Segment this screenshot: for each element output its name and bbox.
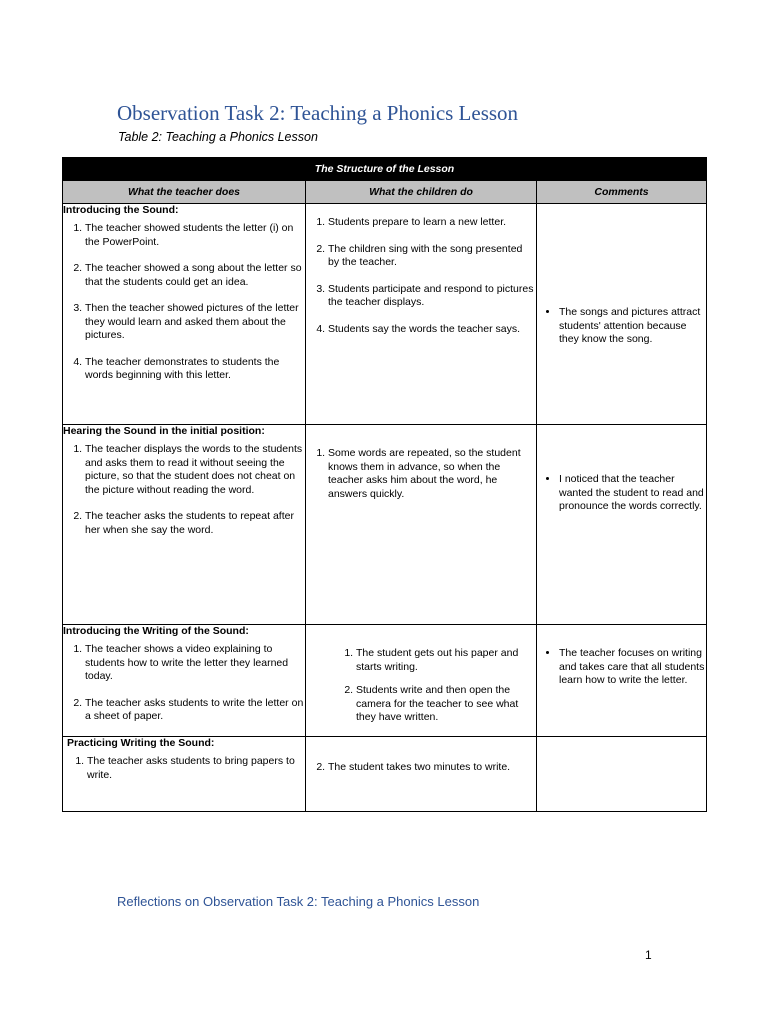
list-item: 4. The teacher demonstrates to students the words beginning with this letter. <box>85 356 305 383</box>
list-item: 3. Then the teacher showed pictures of the letter they would learn and asked them about the pictures. <box>85 302 305 343</box>
caption-text: Table 2: Teaching a Phonics Lesson <box>118 130 318 144</box>
teacher-cell <box>63 625 306 737</box>
observation-table <box>62 157 707 812</box>
list-item: 1. Students prepare to learn a new letter. <box>328 216 536 230</box>
page-number: 1 <box>645 948 652 962</box>
table-main-header: The Structure of the Lesson <box>63 158 707 181</box>
list-item: 1. The teacher displays the words to the students and asks them to read it without seeing the picture, so that the student does not cheat on the picture without reading the word. <box>85 443 305 497</box>
teacher-cell <box>63 737 306 812</box>
comments-cell <box>537 425 707 625</box>
children-cell <box>306 625 537 737</box>
comments-cell <box>537 625 707 737</box>
list-item: 1. The teacher asks students to bring papers to write. <box>87 755 305 782</box>
list-item: 1. Some words are repeated, so the student knows them in advance, so when the teacher asks him about the word, he answers quickly. <box>328 447 536 501</box>
list-item: 2. The children sing with the song presented by the teacher. <box>328 243 536 270</box>
table-row <box>63 737 707 812</box>
comments-cell <box>537 204 707 425</box>
children-cell <box>306 737 537 812</box>
section-title: Introducing the Sound: <box>63 204 179 216</box>
list-item: 1. The teacher shows a video explaining to students how to write the letter they learned today. <box>85 643 305 684</box>
list-item: 3. Students participate and respond to pictures the teacher displays. <box>328 283 536 310</box>
reflection-heading: Reflections on Observation Task 2: Teaching a Phonics Lesson <box>117 894 480 909</box>
table-row <box>63 204 707 425</box>
teacher-cell <box>63 425 306 625</box>
list-item: • I noticed that the teacher wanted the student to read and pronounce the words correctly. <box>559 473 706 514</box>
list-item: 4. Students say the words the teacher says. <box>328 323 536 337</box>
teacher-cell <box>63 204 306 425</box>
list-item: 2. Students write and then open the camera for the teacher to see what they have written. <box>356 684 536 725</box>
column-header-teacher: What the teacher does <box>63 181 306 204</box>
list-item: • The teacher focuses on writing and takes care that all students learn how to write the letter. <box>559 647 706 688</box>
table-row <box>63 425 707 625</box>
list-item: 1. The student gets out his paper and starts writing. <box>356 647 536 674</box>
children-cell <box>306 425 537 625</box>
section-title: Introducing the Writing of the Sound: <box>63 625 249 637</box>
list-item: 2. The teacher asks the students to repeat after her when she say the word. <box>85 510 305 537</box>
list-item: 2. The student takes two minutes to write. <box>328 761 536 775</box>
section-title: Practicing Writing the Sound: <box>67 737 215 749</box>
list-item: 1. The teacher showed students the letter (i) on the PowerPoint. <box>85 222 305 249</box>
list-item: 2. The teacher showed a song about the letter so that the students could get an idea. <box>85 262 305 289</box>
children-cell <box>306 204 537 425</box>
column-header-comments: Comments <box>537 181 707 204</box>
list-item: 2. The teacher asks students to write the letter on a sheet of paper. <box>85 697 305 724</box>
section-title: Hearing the Sound in the initial position: <box>63 425 265 437</box>
table-row <box>63 625 707 737</box>
column-header-children: What the children do <box>306 181 537 204</box>
comments-cell <box>537 737 707 812</box>
page-title: Observation Task 2: Teaching a Phonics Lesson <box>117 101 519 125</box>
list-item: • The songs and pictures attract students' attention because they know the song. <box>559 306 706 347</box>
table-caption <box>117 130 318 144</box>
